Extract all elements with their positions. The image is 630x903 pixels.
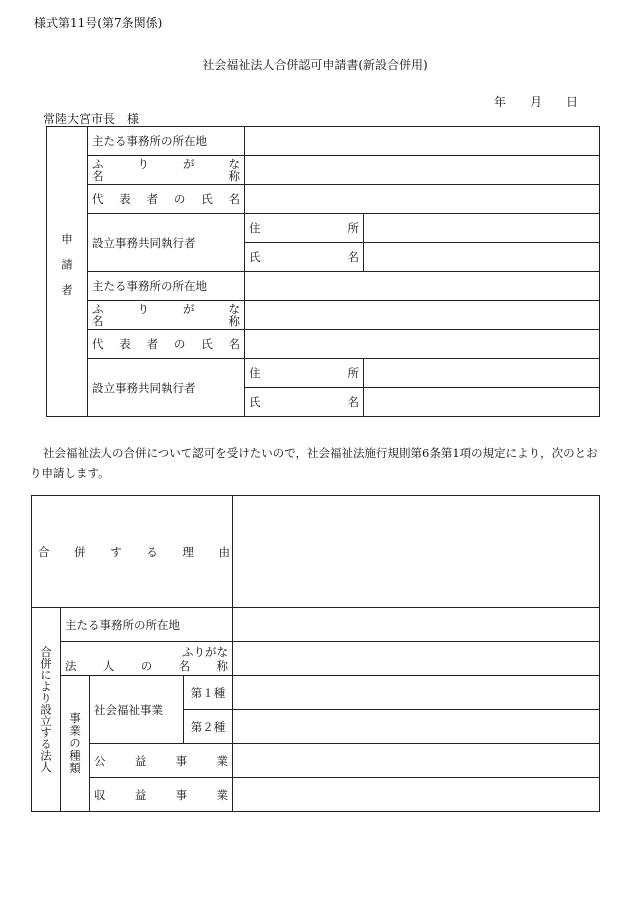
type2-label: 第２種 xyxy=(184,710,233,744)
form-number: 様式第11号(第7条関係) xyxy=(34,16,163,30)
office-location-label-2: 主たる事務所の所在地 xyxy=(88,272,245,301)
merger-reason-field[interactable] xyxy=(233,496,600,608)
date-month-label: 月 xyxy=(530,95,543,109)
representative-label-1: 代 表 者 の 氏 名 xyxy=(88,185,245,214)
type1-field[interactable] xyxy=(233,676,600,710)
corp-name-field-1[interactable] xyxy=(245,156,600,185)
type1-label: 第１種 xyxy=(184,676,233,710)
social-welfare-label: 社会福祉事業 xyxy=(90,676,184,744)
full-name-field-1[interactable] xyxy=(364,243,600,272)
profit-business-field[interactable] xyxy=(233,778,600,812)
corp-name-label-2: ふ り が な 名 称 xyxy=(88,301,245,330)
joint-executor-label-2: 設立事務共同執行者 xyxy=(88,359,245,417)
office-location-field-1[interactable] xyxy=(245,127,600,156)
public-interest-label: 公 益 事 業 xyxy=(90,744,233,778)
date-day-label: 日 xyxy=(566,95,579,109)
applicant-label-cell xyxy=(47,127,88,417)
new-corp-office-field[interactable] xyxy=(233,608,600,642)
joint-executor-label-1: 設立事務共同執行者 xyxy=(88,214,245,272)
representative-label-2: 代 表 者 の 氏 名 xyxy=(88,330,245,359)
profit-business-label: 収 益 事 業 xyxy=(90,778,233,812)
corp-name-field-2[interactable] xyxy=(245,301,600,330)
public-interest-field[interactable] xyxy=(233,744,600,778)
representative-field-2[interactable] xyxy=(245,330,600,359)
new-corp-name-field[interactable] xyxy=(233,642,600,676)
type2-field[interactable] xyxy=(233,710,600,744)
address-field-1[interactable] xyxy=(364,214,600,243)
business-type-label-cell xyxy=(61,676,90,812)
corp-name-label-1: ふ り が な 名 称 xyxy=(88,156,245,185)
date-year-label: 年 xyxy=(494,95,507,109)
new-corp-office-label: 主たる事務所の所在地 xyxy=(61,608,233,642)
document-title: 社会福祉法人合併認可申請書(新設合併用) xyxy=(202,58,428,72)
full-name-field-2[interactable] xyxy=(364,388,600,417)
full-name-label-2: 氏 名 xyxy=(245,388,364,417)
full-name-label-1: 氏 名 xyxy=(245,243,364,272)
new-corp-name-label: ふりがな 法 人 の 名 称 xyxy=(61,642,233,676)
address-label-2: 住 所 xyxy=(245,359,364,388)
address-field-2[interactable] xyxy=(364,359,600,388)
office-location-label-1: 主たる事務所の所在地 xyxy=(88,127,245,156)
applicant-table xyxy=(46,126,600,417)
merger-table xyxy=(31,495,600,812)
new-corp-label-cell xyxy=(32,608,61,812)
new-corp-label: 合併により設立する法人 xyxy=(39,646,53,773)
merger-reason-label: 合 併 す る 理 由 xyxy=(32,496,233,608)
representative-field-1[interactable] xyxy=(245,185,600,214)
applicant-label: 申請者 xyxy=(60,233,74,310)
addressee: 常陸大宮市長 様 xyxy=(43,112,140,126)
application-statement: 社会福祉法人の合併について認可を受けたいので，社会福祉法施行規則第6条第1項の規定により，次のとおり申請します。 xyxy=(30,446,598,480)
business-type-label: 事業の種類 xyxy=(68,712,82,775)
office-location-field-2[interactable] xyxy=(245,272,600,301)
address-label-1: 住 所 xyxy=(245,214,364,243)
